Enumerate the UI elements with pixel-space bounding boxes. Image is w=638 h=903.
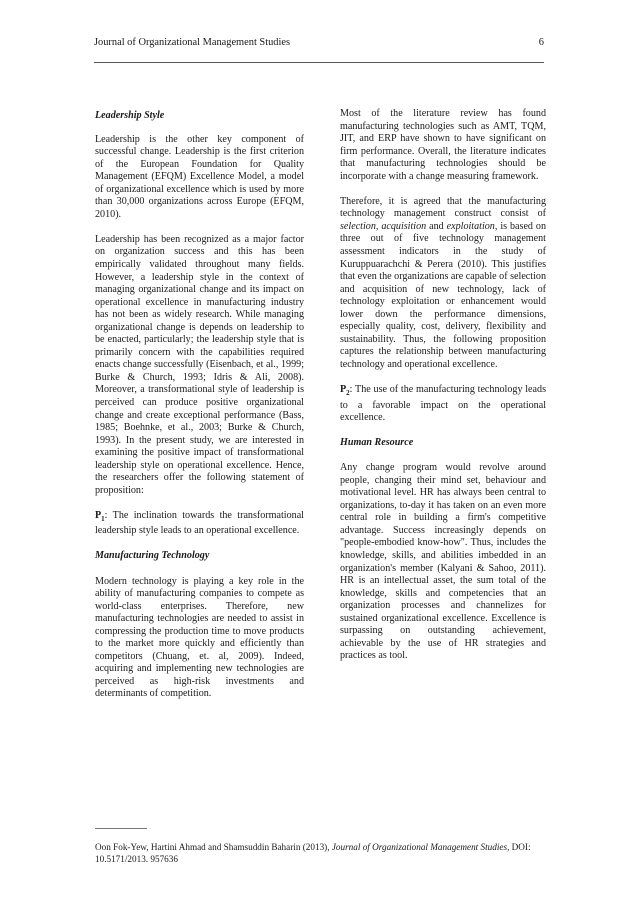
left-column bbox=[95, 110, 304, 713]
footnote-divider bbox=[95, 828, 147, 829]
proposition-label: $P_1$ bbox=[95, 509, 105, 523]
section-heading-leadership: Leadership Style bbox=[95, 110, 165, 121]
paragraph: Most of the literature review has found manufacturing technologies such as AMT, TQM, JIT, and ERP have shown to have significant on firm performance. Overall, the literature indicates that manufacturing technologies should be incorporate with a change measuring framework. bbox=[340, 108, 546, 182]
paragraph: Any change program would revolve around people, changing their mind set, behaviour and motivational level. HR has always been central to organizations, to-day it has taken on an even more central role in building a firm's competitive advantage. Success increasingly depends on "people-embodied know-how". Thus, includes the knowledge, skills, and abilities imbedded in an organization's member (Kalyani & Sahoo, 2011). HR is an intellectual asset, the sum total of the knowledge, skills and competencies that an organization processes and channelizes for sustained organizational excellence. Excellence is surpassing on outstanding achievement, achievable by the use of HR strategies and practices as tool. bbox=[340, 462, 546, 662]
citation-footer: Oon Fok-Yew, Hartini Ahmad and Shamsuddin Baharin (2013), Journal of Organizational Management Studies, DOI: 10.5171/2013. 957636 bbox=[95, 842, 531, 865]
paragraph: Therefore, it is agreed that the manufacturing technology management construct consist of selection, acquisition and exploitation, is based on three out of five technology management assessment indicators in the study of Kuruppuarachchi & Perera (2010). This justifies that even the organizations are capable of selection and acquisition of new technology, lack of technology exploitation or enhancement would lower down the performance dimensions, especially quality, cost, delivery, flexibility and sustainability. Thus, the following proposition captures the relationship between manufacturing technology and operational excellence. bbox=[340, 195, 546, 370]
section-heading-human-resource: Human Resource bbox=[340, 437, 414, 449]
proposition-p1: $P_1$: The inclination towards the transformational leadership style leads to an operational excellence. bbox=[95, 509, 304, 537]
running-header bbox=[94, 37, 544, 48]
right-column bbox=[340, 108, 546, 675]
journal-title: Journal of Organizational Management Studies bbox=[94, 37, 291, 48]
proposition-p2: $P_2$: The use of the manufacturing technology leads to a favorable impact on the operational excellence. bbox=[340, 383, 546, 424]
header-divider bbox=[94, 62, 544, 63]
paragraph: Leadership has been recognized as a major factor on organization success and this has been empirically validated throughout many fields. However, a leadership style in the context of managing organizational change and its impact on operational excellence in manufacturing industry has not been as widely research. While managing organizational change is depends on leadership to be enacted, particularly; the leadership style that is primarily concern with the capabilities required enacts change successfully (Eisenbach, et al., 1999; Burke & Church, 1993; Idris & Ali, 2008). Moreover, a transformational style of leadership is perceived can produce positive organizational change and create exceptional performance (Bass, 1985; Boehnke, et al., 2003; Burke & Church, 1993). In the present study, we are interested in examining the positive impact of transformational leadership style on operational excellence. Hence, the researchers offer the following statement of proposition: bbox=[95, 233, 304, 496]
paragraph: Leadership is the other key component of successful change. Leadership is the first criterion of the European Foundation for Quality Management (EFQM) Excellence Model, a model of organizational excellence which is used by more than 30,000 organizations across Europe (EFQM, 2010). bbox=[95, 133, 304, 220]
section-heading-manufacturing: Manufacturing Technology bbox=[95, 550, 210, 562]
proposition-label: $P_2$ bbox=[340, 383, 350, 397]
page-number: 6 bbox=[538, 37, 544, 48]
paragraph: Modern technology is playing a key role in the ability of manufacturing companies to compete as world-class enterprises. Therefore, new manufacturing technologies are needed to assist in compressing the production time to move products to the market more quickly and efficiently than competitors (Chuang, et. al, 2009). Indeed, acquiring and implementing new technologies are perceived as high-risk investments and determinants of competition. bbox=[95, 575, 304, 700]
